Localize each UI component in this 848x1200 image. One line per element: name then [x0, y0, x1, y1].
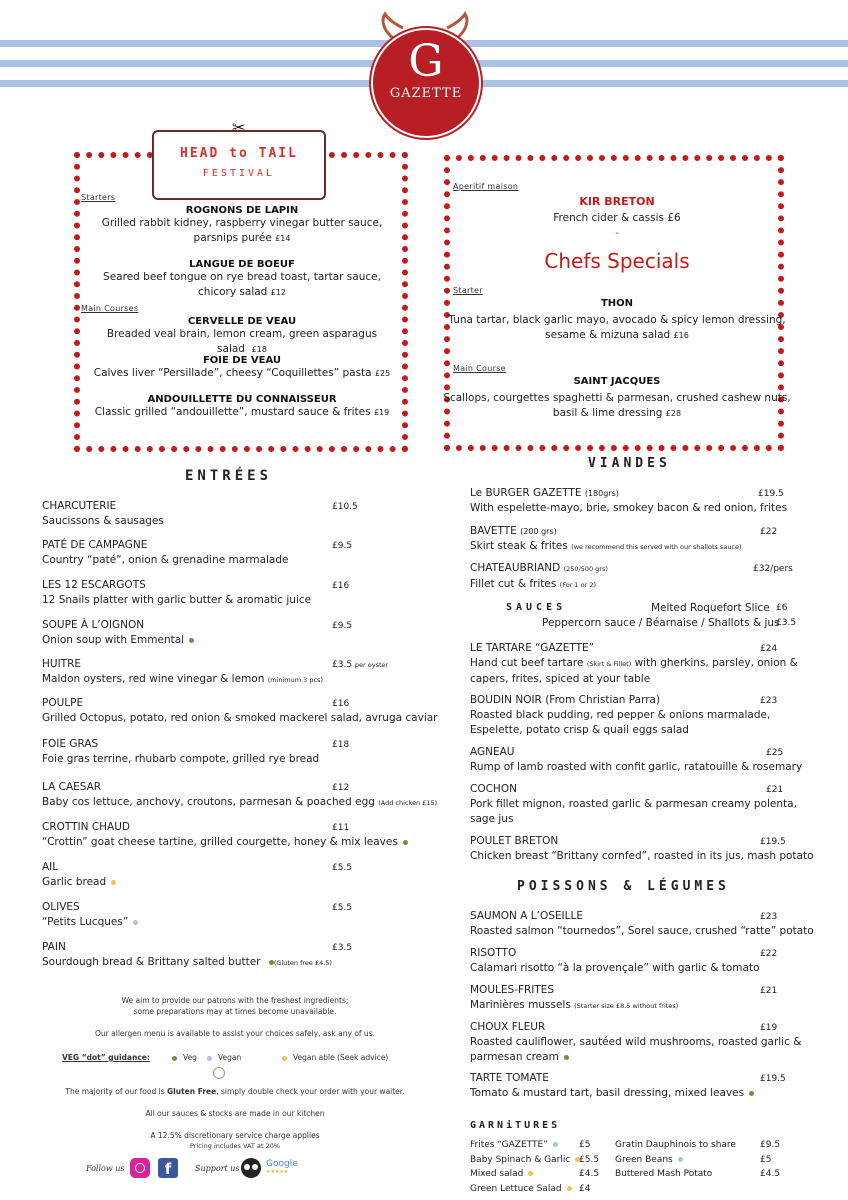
cochon-price: £21	[766, 785, 784, 795]
tarte-price: £19.5	[760, 1074, 786, 1084]
garniture-item	[470, 1169, 533, 1179]
entree-price	[332, 621, 352, 631]
dish-name: BOUDIN NOIR (From Christian Parra)	[470, 694, 661, 706]
footer-sauces: All our sauces & stocks are made in our kitchen	[145, 1109, 325, 1118]
price-value: £11	[332, 823, 350, 833]
diet-dot	[678, 1157, 683, 1162]
garniture-item	[615, 1140, 736, 1150]
risotto-item	[470, 946, 760, 976]
garniture-name: Buttered Mash Potato	[615, 1169, 713, 1179]
diet-dot	[567, 1186, 572, 1191]
dish-desc: Pork fillet mignon, roasted garlic & parmesan creamy polenta,	[470, 798, 797, 810]
festival-main-label: Main Courses	[81, 304, 139, 313]
instagram-icon[interactable]	[130, 1158, 150, 1178]
dish-desc: Classic grilled “andouillette”, mustard sauce & frites	[94, 406, 371, 418]
garniture-price: £4.5	[760, 1169, 781, 1179]
specials-starter-label: Starter	[453, 286, 483, 295]
saint-jacques-desc: Scallops, courgettes spaghetti & parmesan, crushed cashew nuts,	[443, 392, 791, 404]
garniture-item	[615, 1169, 712, 1179]
garniture-name: Gratin Dauphinois to share	[615, 1140, 736, 1150]
vegan-label: Vegan	[218, 1053, 242, 1062]
festival-starters-label: Starters	[81, 193, 116, 202]
dish-name: HUITRE	[42, 658, 82, 670]
tripadvisor-icon[interactable]	[241, 1158, 261, 1178]
dish-name: TARTE TOMATE	[470, 1072, 549, 1084]
veg-guidance-row	[62, 1053, 150, 1062]
choux-item	[470, 1020, 801, 1065]
entree-item	[42, 538, 289, 568]
gf-text-2: , simply double check your order with your waiter.	[216, 1087, 405, 1096]
tarte-item	[470, 1071, 754, 1101]
dish-desc: parsnips purée	[193, 232, 272, 244]
tartare-item	[470, 641, 800, 687]
entree-item	[42, 780, 437, 811]
entree-item	[42, 578, 311, 608]
veg-legend-veg	[172, 1053, 197, 1062]
entree-item	[42, 860, 116, 890]
footer-allergen: Our allergen menu is available to assist your choices safely, ask any of us.	[95, 1029, 375, 1038]
dish-note: (minimum 3 pcs)	[267, 676, 323, 684]
saint-jacques-name: SAINT JACQUES	[573, 376, 661, 387]
garniture-name: Baby Spinach & Garlic	[470, 1155, 571, 1165]
dish-name: POULET BRETON	[470, 835, 559, 847]
vegan-able-dot-icon	[282, 1056, 287, 1061]
garniture-name: Frites “GAZETTE”	[470, 1140, 548, 1150]
sauces-heading: SAUCES	[506, 602, 567, 613]
diet-dot	[528, 1171, 533, 1176]
entree-price	[332, 823, 349, 833]
dish-name: ROGNONS DE LAPIN	[185, 205, 299, 216]
dish-desc: Grilled rabbit kidney, raspberry vinegar butter sauce,	[101, 217, 383, 229]
dish-price: £25	[374, 369, 391, 378]
price-value: £5.5	[332, 863, 353, 873]
burger-price: £19.5	[758, 489, 784, 499]
thon-desc: Tuna tartar, black garlic mayo, avocado & spicy lemon dressing,	[448, 314, 786, 326]
dish-name: CHARCUTERIE	[42, 500, 117, 512]
price-note: per oyster	[354, 661, 389, 669]
dish-desc: Skirt steak & frites	[470, 540, 568, 552]
entree-item	[42, 618, 194, 648]
saumon-price: £23	[760, 912, 778, 922]
entree-item	[42, 820, 408, 850]
dish-name: MOULES-FRITES	[470, 984, 555, 996]
price-value: £12	[332, 783, 350, 793]
dish-price: £14	[275, 234, 291, 243]
dish-name: LE TARTARE “GAZETTE”	[470, 642, 595, 654]
cochon-item	[470, 782, 797, 827]
price-value: £9.5	[332, 621, 353, 631]
entree-price	[332, 541, 352, 551]
specials-dash: -	[615, 228, 619, 239]
entree-item	[42, 657, 323, 688]
festival-badge	[152, 118, 326, 200]
dish-desc: Roasted salmon “tournedos”, Sorel sauce, crushed “ratte” potato	[470, 925, 814, 937]
dish-desc: Saucissons & sausages	[42, 515, 164, 527]
choux-price: £19	[760, 1023, 778, 1033]
gf-bold: Gluten Free	[167, 1087, 217, 1096]
garniture-price: £5.5	[579, 1155, 600, 1165]
boudin-price: £23	[760, 696, 778, 706]
garniture-price: £4.5	[579, 1169, 600, 1179]
veg-dot-icon	[172, 1056, 177, 1061]
entree-price	[332, 943, 352, 953]
price-value: £16	[332, 699, 350, 709]
dish-name: OLIVES	[42, 901, 80, 913]
dish-note: (Add chicken £15)	[378, 799, 438, 807]
entree-item	[42, 737, 319, 767]
entree-item	[42, 499, 164, 529]
veg-legend-vegan	[207, 1053, 241, 1062]
vegan-dot-icon	[207, 1056, 212, 1061]
specials-title: Chefs Specials	[544, 249, 690, 273]
chateaubriand-price: £32/pers	[753, 564, 793, 574]
dish-name: Le BURGER GAZETTE	[470, 487, 582, 499]
footer-fresh-2: some preparations may at times become unavailable.	[133, 1007, 337, 1016]
dish-desc: Foie gras terrine, rhubarb compote, grilled rye bread	[42, 753, 320, 765]
price-value: £18	[332, 740, 350, 750]
saint-jacques-desc-2: basil & lime dressing	[552, 407, 663, 419]
specials-main-label: Main Course	[453, 364, 506, 373]
price-value: £3.5	[332, 943, 353, 953]
support-us-label: Support us	[195, 1164, 240, 1173]
garniture-price: £9.5	[760, 1140, 781, 1150]
entree-price	[332, 699, 349, 709]
entree-price	[332, 863, 352, 873]
dish-name: ANDOUILLETTE DU CONNAISSEUR	[147, 394, 337, 405]
dish-name: FOIE DE VEAU	[202, 355, 282, 366]
garniture-item	[470, 1140, 558, 1150]
dish-desc: Fillet cut & frites	[470, 578, 557, 590]
thon-name: THON	[600, 298, 634, 309]
entree-item	[42, 940, 332, 971]
veg-guidance-label: VEG “dot” guidance:	[62, 1053, 150, 1062]
dish-desc: “Petits Lucques”	[42, 916, 129, 928]
facebook-icon[interactable]: f	[158, 1158, 178, 1178]
google-label: Google	[266, 1159, 298, 1169]
aperitif-label: Aperitif maison	[453, 182, 519, 191]
entree-price	[332, 783, 349, 793]
festival-item-5	[82, 394, 402, 420]
dish-desc: parmesan cream	[470, 1051, 559, 1063]
dish-name: CERVELLE DE VEAU	[187, 316, 297, 327]
dish-desc: Roasted black pudding, red pepper & onions marmalade,	[470, 709, 771, 721]
dish-name: CHOUX FLEUR	[470, 1021, 546, 1033]
dish-desc: Roasted cauliflower, sautéed wild mushrooms, roasted garlic &	[470, 1036, 802, 1048]
bavette-price: £22	[760, 527, 778, 537]
dish-note: (Starter size £8.5 without frites)	[574, 1002, 679, 1010]
entree-price	[332, 502, 358, 512]
vegan-able-dot	[111, 880, 116, 885]
poulet-price: £19.5	[760, 837, 786, 847]
dish-desc: Hand cut beef tartare	[470, 657, 584, 669]
dish-name: PAIN	[42, 941, 66, 953]
price-value: £9.5	[332, 541, 353, 551]
badge-subtitle: FESTIVAL	[202, 168, 276, 179]
veg-label: Veg	[183, 1053, 197, 1062]
bavette-item	[470, 524, 742, 555]
dish-name: AGNEAU	[470, 746, 515, 758]
gluten-free-icon	[213, 1067, 225, 1079]
entree-price	[332, 903, 352, 913]
garniture-name: Green Beans	[615, 1155, 673, 1165]
dish-desc: “Crottin” goat cheese tartine, grilled courgette, honey & mix leaves	[42, 836, 398, 848]
dish-desc: Grilled Octopus, potato, red onion & smoked mackerel salad, avruga caviar	[42, 712, 438, 724]
price-value: £3.5	[332, 660, 353, 670]
dish-desc: Calamari risotto “à la provençale” with garlic & tomato	[470, 962, 760, 974]
sauce-2-price: £3.5	[776, 618, 797, 628]
price-value: £5.5	[332, 903, 353, 913]
entree-price	[332, 581, 349, 591]
knife-fork-icon: ✂	[232, 118, 246, 137]
dish-desc: Marinières mussels	[470, 999, 571, 1011]
entree-item	[42, 696, 438, 726]
garniture-price: £4	[579, 1184, 591, 1194]
veg-legend-vegan-able	[282, 1053, 388, 1062]
garniture-item	[470, 1155, 580, 1165]
saint-jacques-desc-line2	[452, 406, 782, 421]
dish-name: LANGUE DE BOEUF	[189, 259, 295, 270]
dish-desc: 12 Snails platter with garlic butter & aromatic juice	[42, 594, 312, 606]
dish-note: (Gluten free £4.5)	[273, 959, 332, 967]
dish-desc: Garlic bread	[42, 876, 107, 888]
dish-name: CHATEAUBRIAND	[470, 562, 561, 574]
dish-name: BAVETTE	[470, 525, 517, 537]
thon-desc-2: sesame & mizuna salad	[545, 329, 671, 341]
dish-size: (250/500 grs)	[563, 565, 608, 573]
dish-price: £18	[251, 345, 267, 354]
kir-name: KIR BRETON	[579, 195, 655, 208]
footer-service: A 12.5% discretionary service charge applies	[150, 1131, 320, 1140]
dish-desc: Maldon oysters, red wine vinegar & lemon	[42, 673, 265, 685]
follow-us-label: Follow us	[86, 1164, 125, 1173]
google-stars: ★★★★★	[266, 1169, 289, 1175]
badge-title: HEAD to TAIL	[180, 146, 298, 161]
moules-price: £21	[760, 986, 778, 996]
dish-desc: Breaded veal brain, lemon cream, green asparagus salad	[106, 328, 378, 355]
garnitures-heading: GARNiTURES	[470, 1120, 561, 1131]
entrees-heading: ENTRÉES	[185, 468, 273, 484]
gf-text-1: The majority of our food is	[65, 1087, 168, 1096]
google-icon[interactable]	[266, 1159, 298, 1175]
boudin-item	[470, 693, 770, 738]
festival-item-2	[82, 259, 402, 300]
dish-name: AIL	[42, 861, 59, 873]
sauce-1: Melted Roquefort Slice	[651, 602, 770, 614]
price-value: £10.5	[332, 502, 358, 512]
footer-vat: Pricing includes VAT at 20%	[189, 1142, 281, 1150]
dish-name: LES 12 ESCARGOTS	[42, 579, 146, 591]
dish-desc: sage jus	[470, 813, 514, 825]
dish-desc: Seared beef tongue on rye bread toast, tartar sauce,	[103, 271, 381, 283]
dish-desc: Country “paté”, onion & grenadine marmalade	[42, 554, 289, 566]
dish-desc: capers, frites, spiced at your table	[470, 673, 651, 685]
thon-desc-line2	[452, 328, 782, 343]
dish-name: SAUMON A L’OSEILLE	[470, 910, 583, 922]
dish-name: FOIE GRAS	[42, 738, 99, 750]
dish-desc: Sourdough bread & Brittany salted butter	[42, 956, 261, 968]
festival-item-3	[82, 316, 402, 357]
garniture-price: £5	[760, 1155, 772, 1165]
price-value: £16	[332, 581, 350, 591]
entree-item	[42, 900, 138, 930]
moules-item	[470, 983, 678, 1014]
dish-desc: chicory salad	[198, 286, 268, 298]
dish-desc: Onion soup with Emmental	[42, 634, 185, 646]
dish-name: CROTTIN CHAUD	[42, 821, 131, 833]
tartare-price: £24	[760, 644, 778, 654]
dish-desc: Espelette, potato crisp & quail eggs salad	[470, 724, 689, 736]
poissons-heading: POISSONS & LÉGUMES	[517, 879, 730, 894]
dish-price: £12	[270, 288, 286, 297]
garniture-price: £5	[579, 1140, 591, 1150]
dish-desc: Chicken breast “Brittany cornfed”, roasted in its jus, mash potato	[470, 850, 814, 862]
dish-desc: Calves liver “Persillade”, cheesy “Coquillettes” pasta	[93, 367, 372, 379]
dish-size: (200 grs)	[520, 527, 557, 536]
burger-item	[470, 486, 787, 516]
agneau-price: £25	[766, 748, 784, 758]
dish-name: POULPE	[42, 697, 84, 709]
dish-price: £19	[373, 408, 390, 417]
footer-gluten	[20, 1087, 450, 1097]
dish-note: (we recommend this served with our shallots sauce)	[571, 543, 742, 551]
dish-note: (Skirt & Fillet)	[586, 660, 632, 668]
festival-item-1	[82, 205, 402, 246]
veg-dot	[564, 1055, 569, 1060]
garniture-name: Green Lettuce Salad	[470, 1184, 562, 1194]
logo-letter: G	[408, 36, 444, 87]
festival-item-4	[82, 355, 402, 381]
dish-name: LA CAESAR	[42, 781, 102, 793]
dish-name: PATÉ DE CAMPAGNE	[42, 539, 148, 551]
gazette-logo	[371, 28, 481, 138]
sauce-1-price: £6	[776, 603, 788, 613]
veg-dot	[749, 1091, 754, 1096]
dish-size: (180grs)	[584, 489, 619, 498]
garniture-item	[615, 1155, 683, 1165]
dish-desc: Rump of lamb roasted with confit garlic, ratatouille & rosemary	[470, 761, 803, 773]
dish-name: SOUPE À L’OIGNON	[42, 619, 145, 631]
veg-dot	[403, 840, 408, 845]
vegan-dot	[133, 920, 138, 925]
dish-name: COCHON	[470, 783, 517, 795]
entree-price	[332, 740, 349, 750]
dish-desc: With espelette-mayo, brie, smokey bacon & red onion, frites	[470, 502, 788, 514]
thon-price: £16	[673, 331, 689, 340]
risotto-price: £22	[760, 949, 778, 959]
viandes-heading: VIANDES	[588, 456, 671, 471]
kir-desc: French cider & cassis £6	[553, 212, 681, 224]
saint-jacques-price: £28	[665, 409, 682, 418]
veg-dot	[189, 638, 194, 643]
dish-desc: Baby cos lettuce, anchovy, croutons, parmesan & poached egg	[42, 796, 375, 808]
garniture-item	[470, 1184, 572, 1194]
dish-name: RISOTTO	[470, 947, 517, 959]
dish-desc: with gherkins, parsley, onion &	[634, 657, 798, 669]
agneau-item	[470, 745, 802, 775]
dish-note: (For 1 or 2)	[559, 581, 597, 589]
diet-dot	[553, 1142, 558, 1147]
dish-desc: Tomato & mustard tart, basil dressing, mixed leaves	[470, 1087, 745, 1099]
garniture-name: Mixed salad	[470, 1169, 524, 1179]
chateaubriand-item	[470, 561, 608, 593]
entree-price	[332, 660, 388, 670]
logo-name: GAZETTE	[389, 86, 463, 101]
footer-fresh-1: We aim to provide our patrons with the freshest ingredients;	[121, 996, 349, 1005]
sauce-2: Peppercorn sauce / Béarnaise / Shallots & jus	[542, 617, 780, 629]
vegan-able-label: Vegan able (Seek advice)	[293, 1053, 389, 1062]
